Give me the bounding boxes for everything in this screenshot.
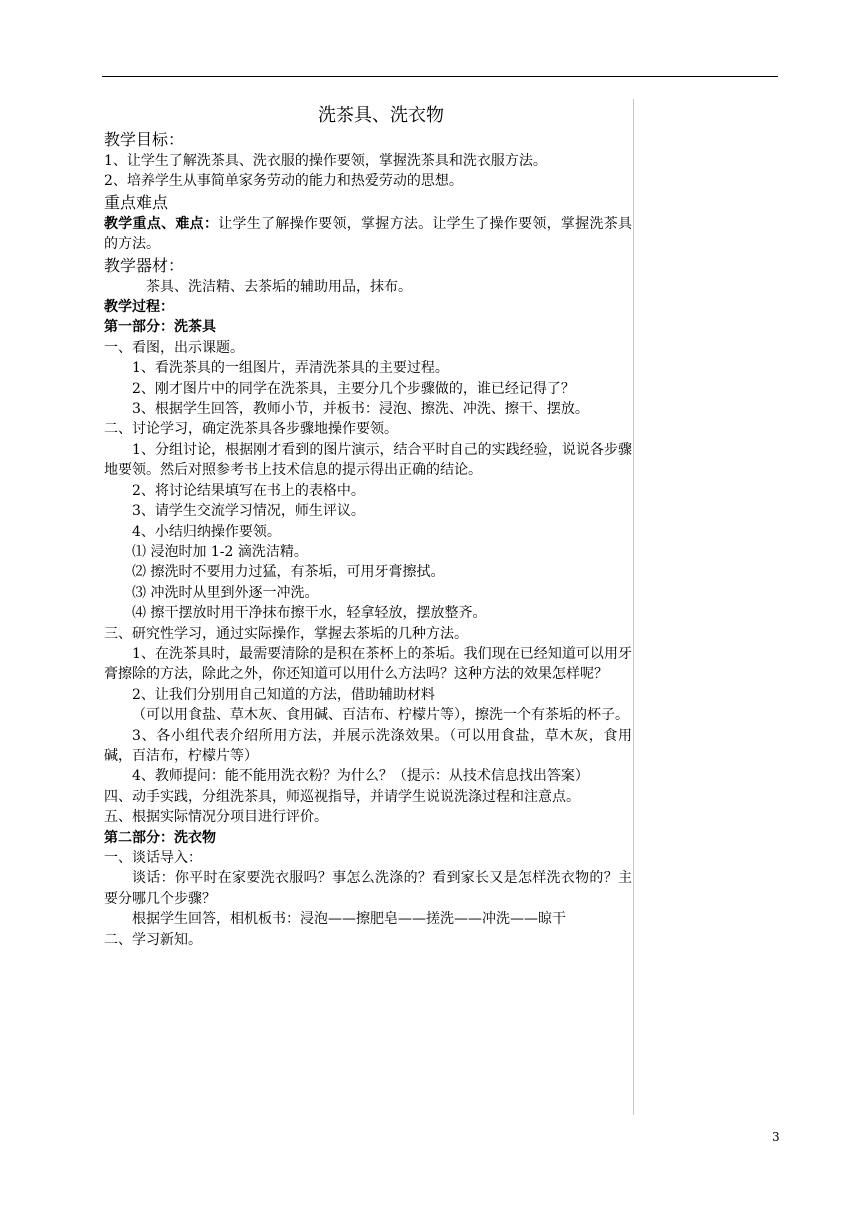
step-item: 2、刚才图片中的同学在洗茶具，主要分几个步骤做的，谁已经记得了？ [132, 380, 575, 397]
step-item: 3、各小组代表介绍所用方法，并展示洗涤效果。（可以用食盐，草木灰，食用碱，百洁布，柠檬片等） [104, 727, 632, 764]
document-body [104, 103, 632, 950]
heading-goal: 教学目标： [104, 130, 185, 149]
step-item: 2、将讨论结果填写在书上的表格中。 [132, 482, 365, 499]
key-label: 教学重点、难点： [104, 215, 219, 232]
page-number: 3 [772, 1130, 780, 1144]
step-item: （可以用食盐、草木灰、食用碱、百洁布、柠檬片等），擦洗一个有茶垢的杯子。 [132, 707, 629, 724]
step-heading: 二、学习新知。 [104, 931, 202, 948]
equipment-text: 茶具、洗洁精、去茶垢的辅助用品，抹布。 [146, 278, 412, 295]
heading-process: 教学过程： [104, 299, 174, 316]
step-item: 1、在洗茶具时，最需要清除的是积在茶杯上的茶垢。我们现在已经知道可以用牙膏擦除的方法，除此之外，你还知道可以用什么方法吗？这种方法的效果怎样呢？ [104, 645, 632, 683]
sub-item: ⑵ 擦洗时不要用力过猛，有茶垢，可用牙膏擦拭。 [132, 564, 445, 581]
step-item: 谈话：你平时在家要洗衣服吗？事怎么洗涤的？看到家长又是怎样洗衣物的？主要分哪几个步骤？ [104, 870, 632, 907]
header-rule [102, 76, 778, 77]
step-item: 4、教师提问：能不能用洗衣粉？为什么？（提示：从技术信息找出答案） [132, 768, 589, 785]
step-item: 4、小结归纳操作要领。 [132, 523, 281, 540]
goal-item: 1、让学生了解洗茶具、洗衣服的操作要领，掌握洗茶具和洗衣服方法。 [104, 153, 547, 169]
step-heading: 二、讨论学习，确定洗茶具各步骤地操作要领。 [104, 421, 398, 438]
heading-key: 重点难点 [104, 192, 169, 212]
step-item: 2、让我们分别用自己知道的方法，借助辅助材料 [132, 686, 435, 703]
step-item: 根据学生回答，相机板书：浸泡——擦肥皂——搓洗——冲洗——晾干 [132, 911, 566, 928]
sub-item: ⑴ 浸泡时加 1-2 滴洗洁精。 [132, 543, 308, 560]
key-paragraph [104, 214, 632, 255]
part-heading: 第二部分：洗衣物 [104, 829, 216, 846]
step-heading: 三、研究性学习，通过实际操作，掌握去茶垢的几种方法。 [104, 625, 468, 642]
page-title: 洗茶具、洗衣物 [318, 105, 444, 126]
table-border [633, 99, 634, 1115]
step-heading: 五、根据实际情况分项目进行评价。 [104, 809, 328, 826]
step-item: 3、请学生交流学习情况，师生评议。 [132, 503, 365, 520]
step-item: 1、分组讨论，根据刚才看到的图片演示，结合平时自己的实践经验，说说各步骤地要领。然后对照参考书上技术信息的提示得出正确的结论。 [104, 441, 632, 479]
step-item: 1、看洗茶具的一组图片，弄清洗茶具的主要过程。 [132, 360, 449, 377]
step-item: 3、根据学生回答，教师小节，并板书：浸泡、擦洗、冲洗、擦干、摆放。 [132, 401, 589, 418]
part-heading: 第一部分：洗茶具 [104, 319, 216, 336]
key-text: 让学生了解操作要领，掌握方法。让学生了操作要领，掌握洗茶具的方法。 [104, 215, 633, 253]
sub-item: ⑷ 擦干摆放时用干净抹布擦干水，轻拿轻放，摆放整齐。 [132, 605, 487, 622]
sub-item: ⑶ 冲洗时从里到外逐一冲洗。 [132, 584, 319, 601]
heading-equipment: 教学器材： [104, 255, 185, 275]
step-heading: 一、谈话导入： [104, 850, 202, 866]
step-heading: 一、看图，出示课题。 [104, 339, 244, 356]
step-heading: 四、动手实践，分组洗茶具，师巡视指导，并请学生说说洗涤过程和注意点。 [104, 788, 580, 805]
goal-item: 2、培养学生从事简单家务劳动的能力和热爱劳动的思想。 [104, 173, 463, 190]
